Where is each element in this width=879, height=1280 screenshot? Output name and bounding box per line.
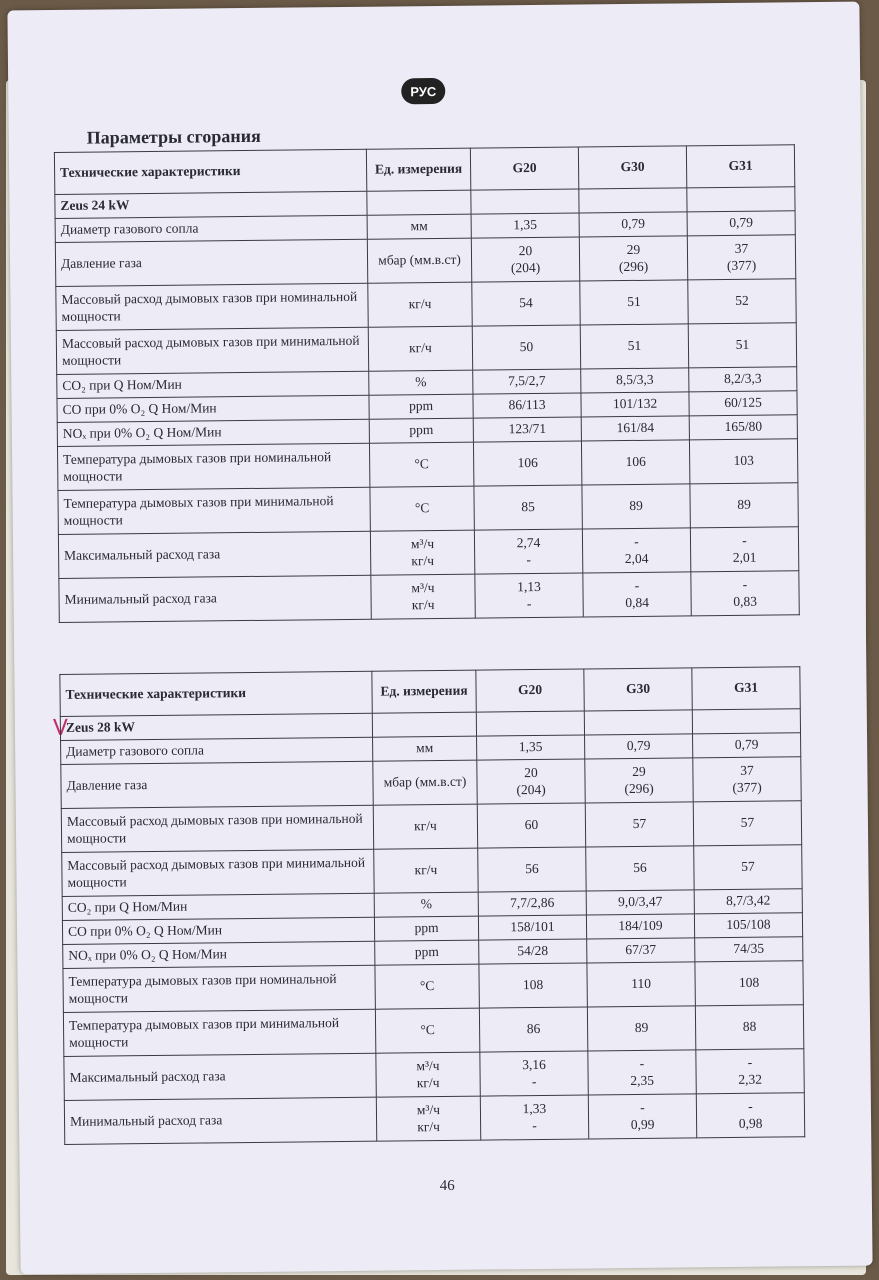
value-g31 bbox=[694, 889, 802, 914]
header-characteristics: Технические характеристики bbox=[60, 671, 372, 716]
value-g20 bbox=[478, 847, 586, 892]
value-g31 bbox=[689, 367, 797, 392]
cell-line: 51 bbox=[627, 294, 641, 310]
cell-line: 50 bbox=[519, 339, 534, 355]
table-row bbox=[59, 571, 799, 623]
row-label: Минимальный расход газа bbox=[59, 575, 371, 622]
cell-line: ppm bbox=[414, 920, 439, 936]
cell-line: 2,04 bbox=[624, 550, 649, 566]
page-number: 46 bbox=[439, 1177, 455, 1195]
cell-line: 85 bbox=[521, 499, 535, 515]
cell-line: 1,35 bbox=[513, 217, 538, 233]
cell-line: 2,74 bbox=[516, 535, 541, 551]
cell-line: 20 bbox=[524, 765, 538, 781]
spec-table-zeus-24 bbox=[54, 144, 800, 623]
value-g30 bbox=[587, 1006, 695, 1051]
header-g30: G30 bbox=[578, 146, 686, 189]
spec-table-zeus-28 bbox=[59, 666, 805, 1145]
cell-line: 9,0/3,47 bbox=[618, 894, 663, 910]
value-g31 bbox=[689, 391, 797, 416]
row-unit bbox=[370, 530, 474, 575]
value-g30 bbox=[581, 416, 689, 441]
value-g20 bbox=[478, 915, 586, 940]
cell-line: ppm bbox=[408, 398, 434, 414]
cell-line: 2,35 bbox=[630, 1072, 655, 1088]
row-label: Массовый расход дымовых газов при номинальной мощности bbox=[61, 805, 373, 852]
row-label: Температура дымовых газов при номинальной мощности bbox=[63, 965, 375, 1012]
value-g31 bbox=[690, 527, 798, 572]
cell-line: (296) bbox=[618, 258, 649, 274]
cell-line: - bbox=[526, 595, 532, 611]
value-g30 bbox=[579, 236, 687, 281]
cell-line: °C bbox=[414, 456, 429, 472]
value-g30 bbox=[582, 484, 690, 529]
value-g20 bbox=[472, 281, 580, 326]
cell-line: ppm bbox=[409, 422, 434, 438]
cell-line: 7,7/2,86 bbox=[510, 895, 555, 911]
row-unit bbox=[369, 418, 473, 443]
cell-line: 0,99 bbox=[630, 1116, 655, 1132]
value-g31 bbox=[687, 211, 795, 236]
cell-line: 2,01 bbox=[732, 549, 757, 565]
cell-line: 8,5/3,3 bbox=[615, 372, 654, 388]
table-row bbox=[55, 235, 795, 287]
row-unit bbox=[368, 326, 472, 371]
row-label: Массовый расход дымовых газов при минимальной мощности bbox=[62, 849, 374, 896]
cell-line: кг/ч bbox=[411, 596, 435, 612]
cell-line: мбар (мм.в.ст) bbox=[383, 774, 467, 791]
value-g30 bbox=[585, 734, 693, 759]
cell-line: 8,7/3,42 bbox=[726, 892, 771, 909]
cell-line: - bbox=[634, 578, 640, 594]
cell-line: 110 bbox=[631, 976, 652, 992]
table-body-1 bbox=[54, 145, 799, 623]
header-unit: Ед. измерения bbox=[372, 670, 476, 713]
cell-line: 88 bbox=[742, 1019, 757, 1035]
cell-line: % bbox=[415, 374, 427, 390]
value-g31 bbox=[694, 845, 802, 890]
cell-line: (204) bbox=[516, 781, 546, 797]
cell-line: 89 bbox=[629, 498, 643, 514]
cell-line: 60 bbox=[524, 817, 539, 833]
row-unit bbox=[369, 394, 473, 419]
value-g30 bbox=[581, 368, 689, 393]
value-g30 bbox=[588, 1050, 696, 1095]
model-name: Zeus 28 kW bbox=[60, 713, 372, 740]
header-unit: Ед. измерения bbox=[366, 148, 470, 191]
row-label: Минимальный расход газа bbox=[64, 1097, 376, 1144]
cell-line: кг/ч bbox=[414, 818, 437, 834]
row-unit bbox=[371, 574, 475, 619]
row-label: Массовый расход дымовых газов при минимальной мощности bbox=[56, 327, 368, 374]
value-g30 bbox=[586, 846, 694, 891]
value-g20 bbox=[473, 417, 581, 442]
row-unit bbox=[368, 282, 472, 327]
cell-line: 108 bbox=[522, 977, 544, 993]
model-name: Zeus 24 kW bbox=[55, 191, 367, 218]
cell-line: % bbox=[420, 896, 432, 912]
language-badge: РУС bbox=[401, 78, 445, 104]
empty-cell bbox=[687, 187, 795, 212]
cell-line: 106 bbox=[625, 454, 646, 470]
value-g20 bbox=[473, 369, 581, 394]
value-g31 bbox=[693, 801, 801, 846]
value-g30 bbox=[581, 392, 689, 417]
value-g20 bbox=[473, 441, 581, 486]
cell-line: 52 bbox=[735, 293, 749, 309]
header-g20: G20 bbox=[470, 147, 578, 190]
empty-cell bbox=[692, 709, 800, 734]
cell-line: 123/71 bbox=[508, 421, 547, 437]
row-label: Диаметр газового сопла bbox=[61, 737, 373, 764]
value-g30 bbox=[586, 890, 694, 915]
cell-line: - bbox=[634, 534, 639, 550]
value-g20 bbox=[480, 1051, 588, 1096]
cell-line: кг/ч bbox=[409, 340, 432, 356]
row-unit bbox=[375, 964, 479, 1009]
cell-line: 0,79 bbox=[626, 738, 651, 754]
value-g30 bbox=[588, 1094, 696, 1139]
row-unit bbox=[376, 1052, 480, 1097]
cell-line: 1,13 bbox=[517, 579, 541, 595]
cell-line: 105/108 bbox=[726, 916, 771, 933]
value-g30 bbox=[582, 528, 690, 573]
cell-line: - bbox=[742, 577, 748, 593]
value-g20 bbox=[479, 963, 587, 1008]
cell-line: 67/37 bbox=[625, 942, 657, 958]
cell-line: 0,79 bbox=[729, 215, 754, 231]
row-label: CO при 0% O₂ Q Ном/Мин bbox=[62, 917, 374, 944]
handwritten-check-mark: V bbox=[52, 715, 69, 742]
header-g31: G31 bbox=[692, 667, 800, 710]
cell-line: 29 bbox=[626, 242, 641, 258]
cell-line: мм bbox=[416, 740, 434, 756]
cell-line: кг/ч bbox=[411, 552, 435, 568]
cell-line: 37 bbox=[734, 241, 749, 257]
row-label: Максимальный расход газа bbox=[64, 1053, 376, 1100]
value-g30 bbox=[587, 938, 695, 963]
cell-line: мбар (мм.в.ст) bbox=[378, 252, 461, 269]
header-g31: G31 bbox=[686, 145, 794, 188]
value-g20 bbox=[479, 939, 587, 964]
cell-line: 1,33 bbox=[522, 1101, 547, 1117]
value-g20 bbox=[474, 529, 582, 574]
cell-line: 86 bbox=[526, 1021, 541, 1037]
cell-line: - bbox=[526, 551, 532, 567]
value-g20 bbox=[477, 803, 585, 848]
row-label: NOₓ при 0% O₂ Q Ном/Мин bbox=[63, 941, 375, 968]
row-unit bbox=[373, 736, 477, 761]
value-g30 bbox=[587, 962, 695, 1007]
value-g30 bbox=[579, 212, 687, 237]
empty-cell bbox=[476, 711, 584, 736]
row-unit bbox=[369, 370, 473, 395]
value-g20 bbox=[471, 213, 579, 238]
value-g30 bbox=[581, 440, 689, 485]
value-g31 bbox=[689, 415, 797, 440]
cell-line: 0,79 bbox=[621, 216, 646, 232]
cell-line: - bbox=[747, 1055, 753, 1071]
value-g30 bbox=[586, 914, 694, 939]
value-g31 bbox=[693, 757, 801, 802]
cell-line: 37 bbox=[740, 763, 754, 779]
value-g20 bbox=[474, 485, 582, 530]
row-unit bbox=[374, 892, 478, 917]
table-row bbox=[61, 801, 801, 853]
cell-line: 74/35 bbox=[733, 941, 765, 957]
cell-line: м³/ч bbox=[416, 1058, 440, 1074]
value-g20 bbox=[479, 1007, 587, 1052]
table-row bbox=[63, 1005, 803, 1057]
cell-line: 3,16 bbox=[522, 1057, 546, 1073]
cell-line: 54/28 bbox=[517, 943, 549, 959]
cell-line: 158/101 bbox=[510, 919, 555, 935]
cell-line: 29 bbox=[632, 764, 646, 780]
table-row bbox=[58, 483, 798, 535]
value-g31 bbox=[694, 913, 802, 938]
cell-line: - bbox=[639, 1056, 645, 1072]
header-g30: G30 bbox=[584, 668, 692, 711]
cell-line: (204) bbox=[510, 259, 541, 275]
cell-line: 0,79 bbox=[734, 737, 759, 753]
value-g31 bbox=[696, 1093, 804, 1138]
cell-line: °C bbox=[420, 1022, 435, 1038]
value-g31 bbox=[689, 439, 797, 484]
cell-line: 86/113 bbox=[508, 397, 546, 413]
cell-line: 57 bbox=[741, 859, 755, 875]
table-row bbox=[56, 279, 796, 331]
cell-line: 54 bbox=[519, 295, 533, 311]
cell-line: - bbox=[532, 1117, 537, 1133]
cell-line: м³/ч bbox=[410, 536, 435, 552]
row-label: CO₂ при Q Ном/Мин bbox=[62, 893, 374, 920]
value-g31 bbox=[695, 937, 803, 962]
cell-line: 57 bbox=[740, 815, 755, 831]
page-title: Параметры сгорания bbox=[86, 125, 261, 148]
row-unit bbox=[374, 848, 478, 893]
row-label: Максимальный расход газа bbox=[58, 531, 370, 578]
value-g31 bbox=[687, 235, 795, 280]
cell-line: (377) bbox=[732, 779, 762, 795]
value-g31 bbox=[690, 483, 798, 528]
cell-line: 101/132 bbox=[612, 396, 658, 412]
cell-line: 20 bbox=[518, 243, 533, 259]
cell-line: 0,98 bbox=[738, 1115, 763, 1131]
value-g31 bbox=[691, 571, 799, 616]
row-unit bbox=[375, 940, 479, 965]
row-unit bbox=[374, 916, 478, 941]
cell-line: 184/109 bbox=[618, 918, 663, 934]
cell-line: м³/ч bbox=[416, 1102, 441, 1118]
value-g31 bbox=[696, 1049, 804, 1094]
cell-line: 89 bbox=[634, 1020, 649, 1036]
value-g20 bbox=[471, 237, 579, 282]
table-row bbox=[64, 1093, 804, 1145]
empty-cell bbox=[579, 188, 687, 213]
cell-line: кг/ч bbox=[417, 1118, 441, 1134]
row-unit bbox=[369, 442, 473, 487]
cell-line: °C bbox=[414, 500, 430, 516]
row-unit bbox=[367, 214, 471, 239]
row-label: Температура дымовых газов при минимальной мощности bbox=[63, 1009, 375, 1056]
cell-line: °C bbox=[419, 978, 435, 994]
cell-line: 0,83 bbox=[733, 593, 758, 609]
table-row bbox=[61, 757, 801, 809]
cell-line: ppm bbox=[414, 944, 439, 960]
cell-line: 1,35 bbox=[518, 739, 543, 755]
row-label: CO при 0% O₂ Q Ном/Мин bbox=[57, 395, 369, 422]
value-g20 bbox=[478, 891, 586, 916]
value-g31 bbox=[693, 733, 801, 758]
value-g31 bbox=[695, 961, 803, 1006]
cell-line: 165/80 bbox=[724, 419, 763, 435]
row-label: Массовый расход дымовых газов при номинальной мощности bbox=[56, 283, 368, 330]
value-g20 bbox=[480, 1095, 588, 1140]
row-unit bbox=[375, 1008, 479, 1053]
row-label: Температура дымовых газов при номинальной мощности bbox=[57, 443, 369, 490]
document-page bbox=[7, 2, 872, 1275]
value-g30 bbox=[585, 758, 693, 803]
value-g30 bbox=[583, 572, 691, 617]
row-unit bbox=[370, 486, 474, 531]
row-label: Температура дымовых газов при минимальной мощности bbox=[58, 487, 370, 534]
empty-cell bbox=[584, 710, 692, 735]
cell-line: 106 bbox=[517, 455, 538, 471]
cell-line: 8,2/3,3 bbox=[723, 371, 762, 387]
cell-line: (377) bbox=[726, 257, 757, 273]
row-label: Диаметр газового сопла bbox=[55, 215, 367, 242]
table-row bbox=[63, 961, 803, 1013]
table-row bbox=[58, 527, 798, 579]
cell-line: 56 bbox=[633, 860, 647, 876]
cell-line: (296) bbox=[624, 780, 654, 796]
cell-line: 57 bbox=[632, 816, 647, 832]
cell-line: 0,84 bbox=[625, 594, 650, 610]
cell-line: 60/125 bbox=[724, 395, 762, 411]
value-g30 bbox=[585, 802, 693, 847]
row-label: NOₓ при 0% O₂ Q Ном/Мин bbox=[57, 419, 369, 446]
cell-line: 51 bbox=[627, 338, 642, 354]
cell-line: 56 bbox=[525, 861, 539, 877]
value-g30 bbox=[580, 324, 688, 369]
value-g30 bbox=[580, 280, 688, 325]
value-g20 bbox=[472, 325, 580, 370]
table-row bbox=[57, 439, 797, 491]
row-label: Давление газа bbox=[55, 239, 367, 286]
row-unit bbox=[373, 760, 477, 805]
table-body-2 bbox=[60, 667, 805, 1145]
row-unit bbox=[376, 1096, 480, 1141]
table-row bbox=[64, 1049, 804, 1101]
value-g20 bbox=[473, 393, 581, 418]
row-label: CO₂ при Q Ном/Мин bbox=[57, 371, 369, 398]
cell-line: - bbox=[742, 533, 747, 549]
cell-line: - bbox=[640, 1100, 645, 1116]
cell-line: 2,32 bbox=[738, 1071, 763, 1087]
cell-line: - bbox=[531, 1073, 537, 1089]
cell-line: кг/ч bbox=[416, 1074, 440, 1090]
value-g31 bbox=[688, 279, 796, 324]
table-row bbox=[62, 845, 802, 897]
row-unit bbox=[367, 238, 471, 283]
header-g20: G20 bbox=[476, 669, 584, 712]
cell-line: 51 bbox=[735, 337, 750, 353]
cell-line: 103 bbox=[733, 453, 754, 469]
value-g20 bbox=[475, 573, 583, 618]
cell-line: мм bbox=[410, 218, 428, 234]
value-g31 bbox=[688, 323, 796, 368]
cell-line: кг/ч bbox=[408, 296, 432, 312]
empty-cell bbox=[372, 712, 476, 737]
empty-cell bbox=[471, 189, 579, 214]
value-g31 bbox=[695, 1005, 803, 1050]
cell-line: 89 bbox=[737, 497, 751, 513]
row-label: Давление газа bbox=[61, 761, 373, 808]
row-unit bbox=[373, 804, 477, 849]
cell-line: 161/84 bbox=[616, 420, 655, 436]
value-g20 bbox=[477, 735, 585, 760]
cell-line: 7,5/2,7 bbox=[507, 373, 546, 389]
cell-line: - bbox=[748, 1099, 753, 1115]
header-characteristics: Технические характеристики bbox=[54, 149, 366, 194]
empty-cell bbox=[367, 190, 471, 215]
cell-line: м³/ч bbox=[411, 580, 435, 596]
cell-line: 108 bbox=[738, 975, 760, 991]
cell-line: кг/ч bbox=[414, 862, 438, 878]
table-row bbox=[56, 323, 796, 375]
value-g20 bbox=[477, 759, 585, 804]
